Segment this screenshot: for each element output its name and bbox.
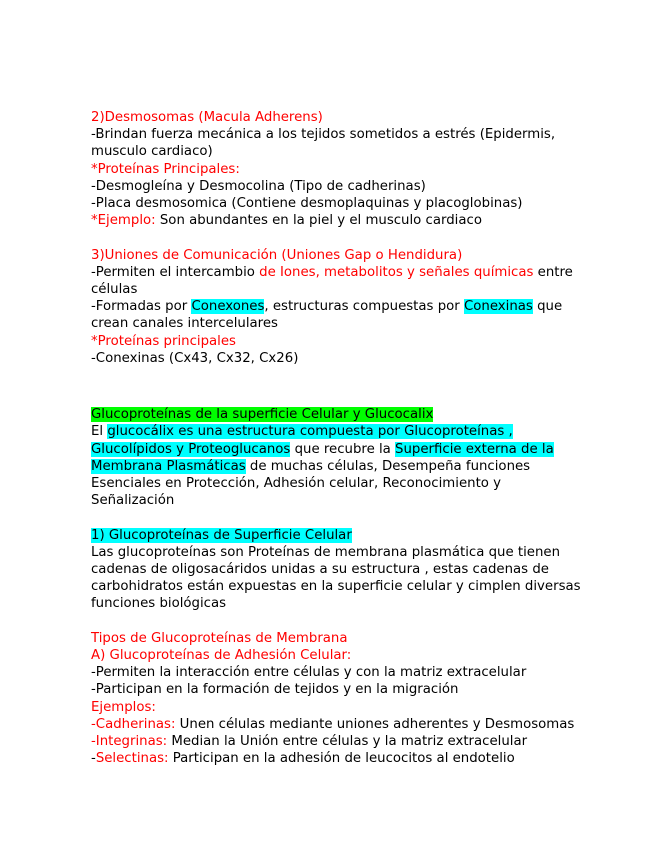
text-span: El: [91, 424, 108, 440]
text-line: [91, 716, 575, 733]
section-glucoproteinas-superficie: [91, 527, 581, 613]
section-glucocalix: [91, 406, 571, 509]
spacer: [91, 229, 571, 246]
text-line: células: [91, 282, 138, 298]
text-line: Esenciales en Protección, Adhesión celular, Reconocimiento y: [91, 476, 502, 492]
text-line: [91, 298, 571, 315]
section-title: 3)Uniones de Comunicación (Uniones Gap o Hendidura): [91, 247, 463, 263]
highlighted-text: Membrana Plasmáticas: [91, 458, 246, 474]
text-line: -Conexinas (Cx43, Cx32, Cx26): [91, 350, 299, 366]
highlighted-text: 1) Glucoproteínas de Superficie Celular: [91, 527, 352, 543]
section-title: [91, 406, 571, 423]
subheading: *Proteínas Principales:: [91, 161, 240, 177]
example-label: -Cadherinas:: [91, 716, 176, 732]
section-desmosomas: [91, 109, 571, 229]
text-line: crean canales intercelulares: [91, 316, 278, 332]
text-line: -Participan en la formación de tejidos y en la migración: [91, 682, 459, 698]
spacer: [91, 509, 571, 526]
subheading: A) Glucoproteínas de Adhesión Celular:: [91, 648, 352, 664]
text-span: Unen células mediante uniones adherentes y Desmosomas: [175, 716, 575, 732]
text-line: [91, 423, 571, 440]
text-line: Las glucoproteínas son Proteínas de membrana plasmática que tienen: [91, 544, 561, 560]
subheading: Ejemplos:: [91, 699, 156, 715]
text-line: carbohidratos están expuestas en la superficie celular y cimplen diversas: [91, 579, 581, 595]
spacer: [91, 367, 571, 389]
text-line: Señalización: [91, 493, 175, 509]
spacer: [91, 613, 571, 630]
section-title: Tipos de Glucoproteínas de Membrana: [91, 630, 348, 646]
section-uniones-comunicacion: [91, 247, 571, 367]
text-span: , estructuras compuestas por: [264, 299, 464, 315]
text-span: de muchas células, Desempeña funciones: [245, 458, 531, 474]
text-line: [91, 212, 571, 229]
highlighted-text: Glucoproteínas de la superficie Celular y Glucocalix: [91, 407, 434, 423]
text-span: Participan en la adhesión de leucocitos al endotelio: [168, 751, 515, 767]
highlighted-text: Glucolípidos y Proteoglucanos: [91, 441, 291, 457]
text-span: entre: [533, 264, 573, 280]
text-span: -Formadas por: [91, 299, 192, 315]
text-span: que: [532, 299, 563, 315]
text-line: -Placa desmosomica (Contiene desmoplaquinas y placoglobinas): [91, 196, 523, 212]
text-line: musculo cardiaco): [91, 144, 213, 160]
highlighted-text: Conexinas: [463, 299, 533, 315]
text-span: -: [91, 751, 96, 767]
text-span: -Permiten el intercambio: [91, 264, 260, 280]
text-line: [91, 264, 571, 281]
example-text: Son abundantes en la piel y el musculo cardiaco: [155, 213, 482, 229]
text-span: Median la Unión entre células y la matriz extracelular: [167, 734, 528, 750]
subheading: *Proteínas principales: [91, 333, 236, 349]
highlighted-text: de Iones, metabolitos y señales químicas: [259, 264, 534, 280]
text-line: cadenas de oligosacáridos unidas a su estructura , estas cadenas de: [91, 562, 549, 578]
text-line: -Permiten la interacción entre células y con la matriz extracelular: [91, 665, 527, 681]
text-line: [91, 733, 571, 750]
text-line: funciones biológicas: [91, 596, 227, 612]
text-line: [91, 441, 571, 458]
text-line: [91, 750, 571, 767]
section-title: 2)Desmosomas (Macula Adherens): [91, 110, 323, 125]
example-label: -Integrinas:: [91, 734, 168, 750]
text-line: -Brindan fuerza mecánica a los tejidos sometidos a estrés (Epidermis,: [91, 127, 556, 143]
spacer: [91, 389, 571, 406]
example-label: *Ejemplo:: [91, 213, 156, 229]
section-tipos-glucoproteinas: [91, 630, 575, 768]
example-label: Selectinas:: [95, 751, 169, 767]
highlighted-text: Conexones: [191, 299, 265, 315]
highlighted-text: glucocálix es una estructura compuesta por Glucoproteínas ,: [107, 424, 513, 440]
text-line: -Desmogleína y Desmocolina (Tipo de cadherinas): [91, 178, 426, 194]
text-line: [91, 458, 571, 475]
text-span: que recubre la: [290, 441, 396, 457]
highlighted-text: Superficie externa de la: [395, 441, 554, 457]
document-body: [91, 109, 581, 767]
section-title: [91, 527, 571, 544]
